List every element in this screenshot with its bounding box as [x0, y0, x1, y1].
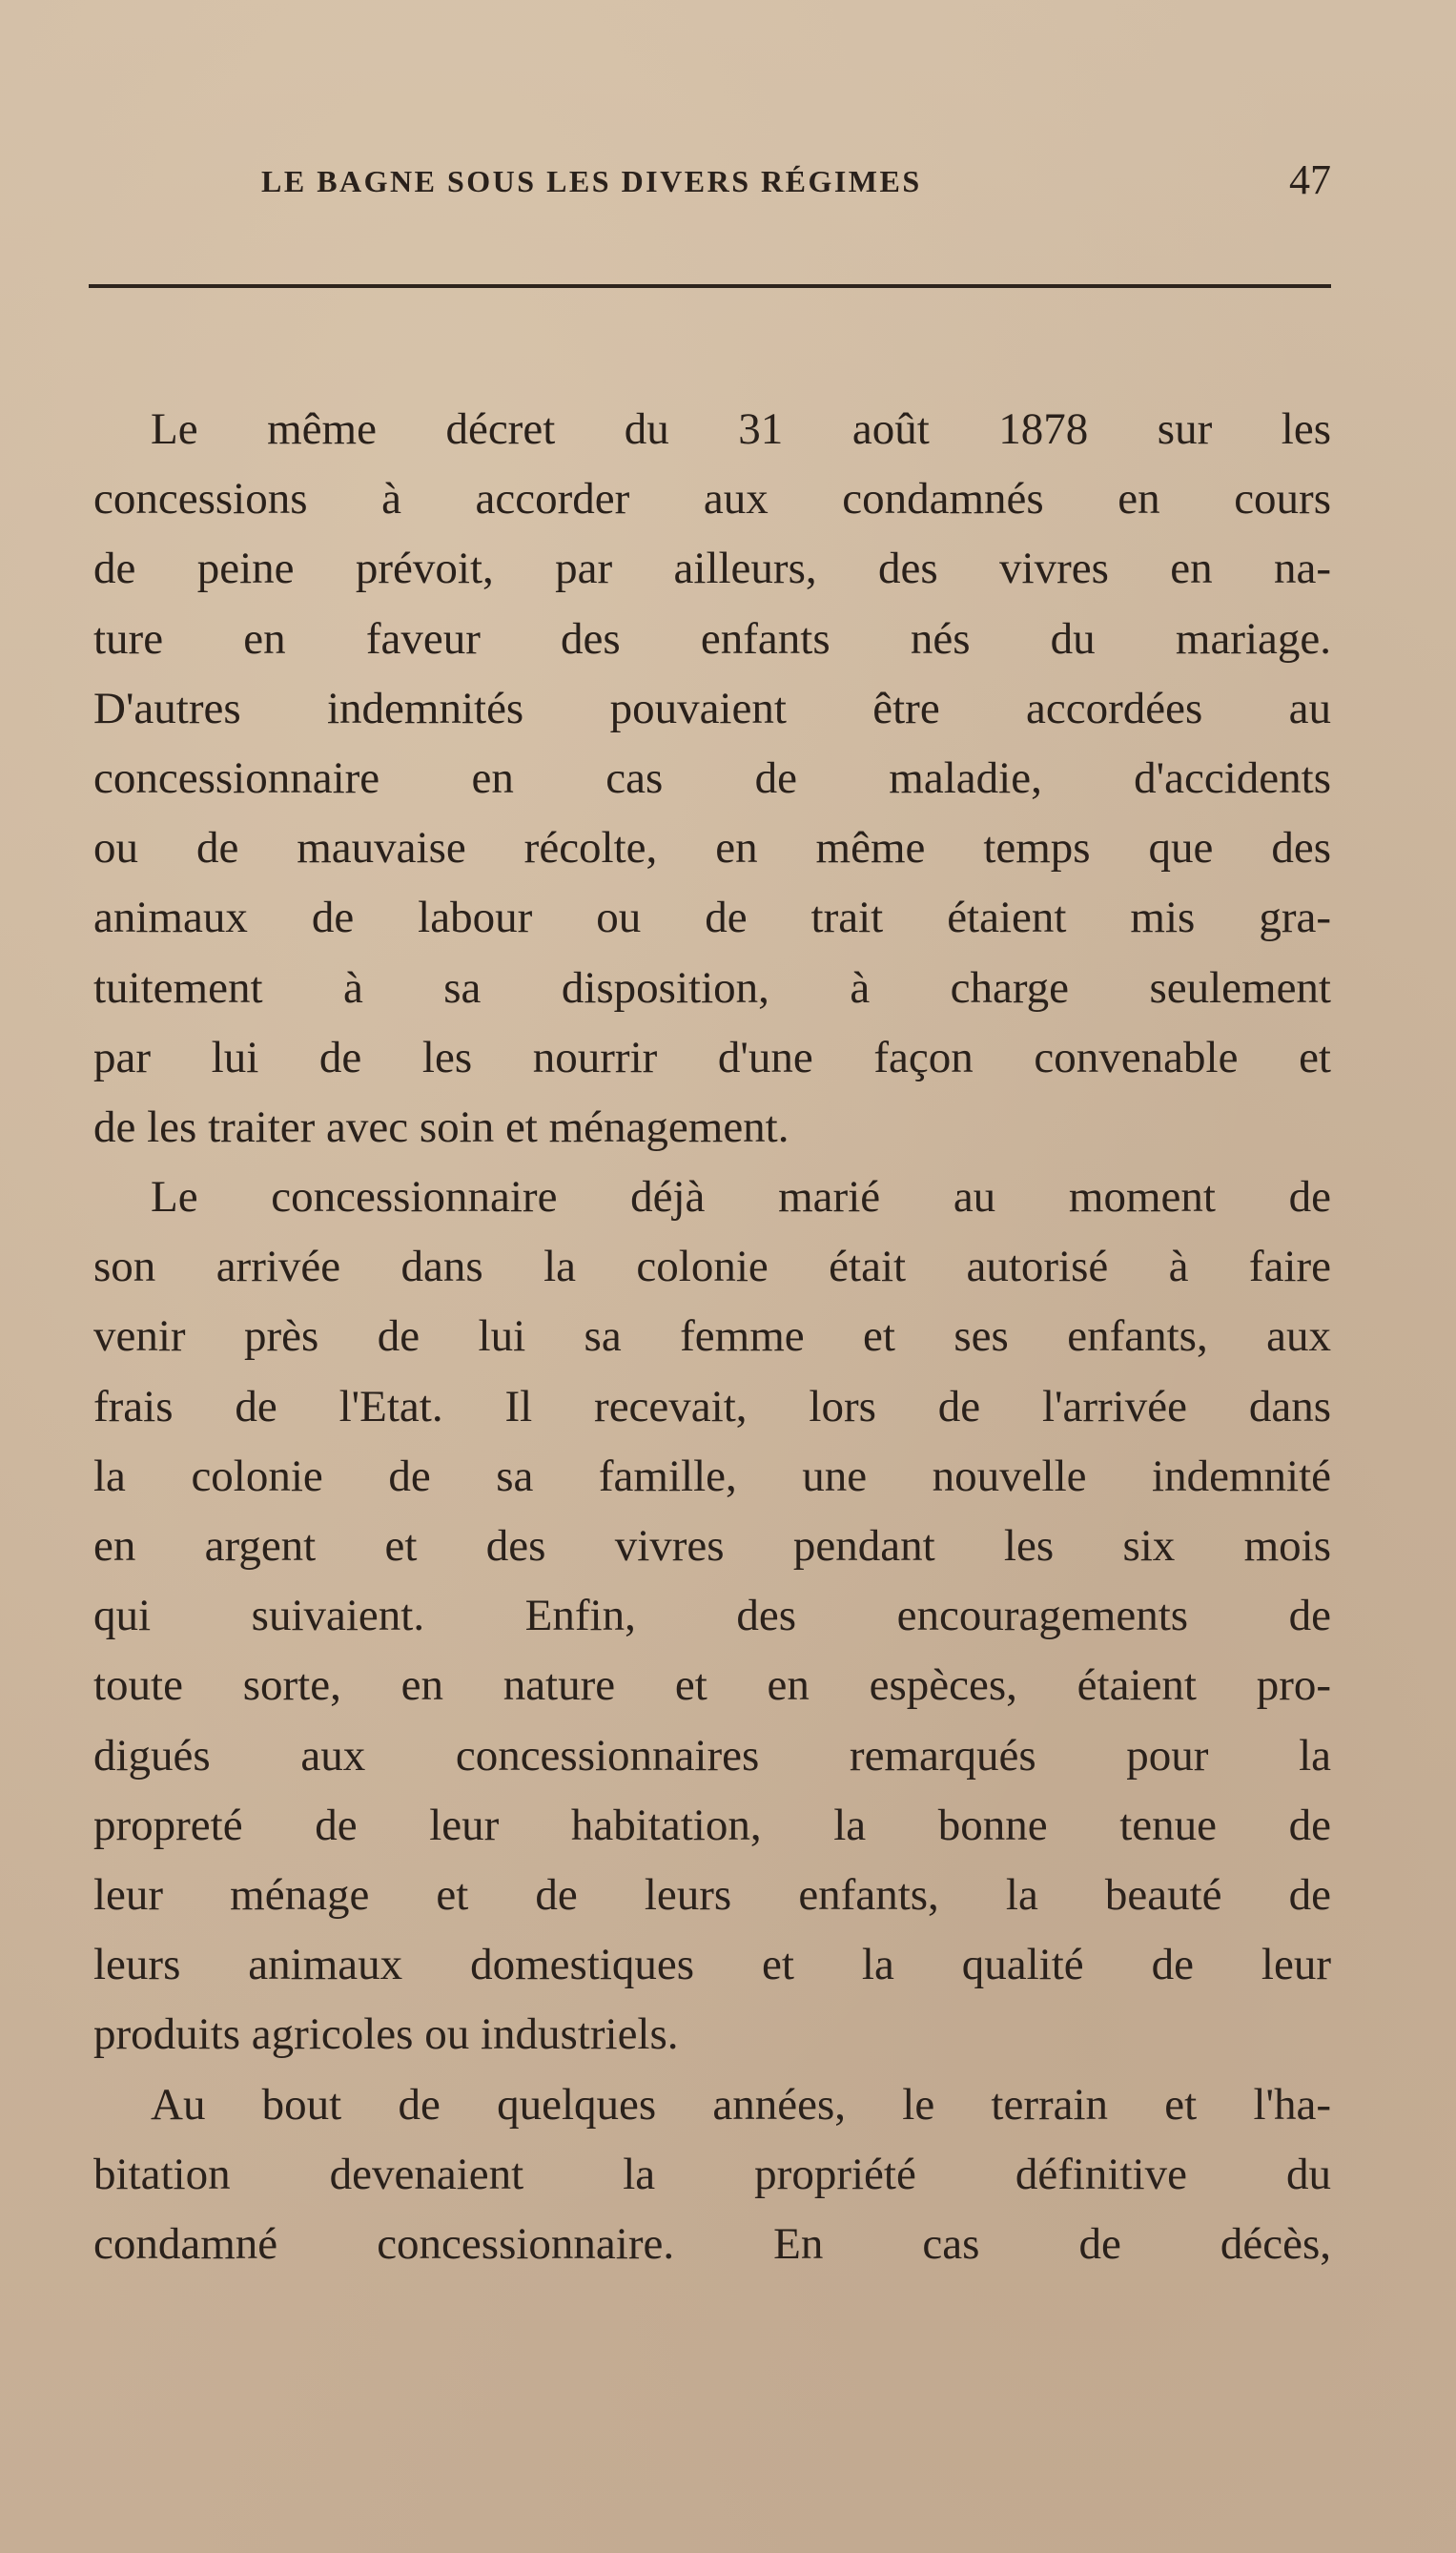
- running-title: LE BAGNE SOUS LES DIVERS RÉGIMES: [261, 164, 922, 198]
- text-line: son arrivée dans la colonie était autorisé à faire: [93, 1242, 1331, 1292]
- text-line: concessionnaire en cas de maladie, d'accidents: [93, 752, 1331, 803]
- text-line: condamné concessionnaire. En cas de décès,: [93, 2218, 1331, 2269]
- text-line: propreté de leur habitation, la bonne tenue de: [93, 1800, 1331, 1850]
- text-line: leurs animaux domestiques et la qualité de leur: [93, 1940, 1331, 1990]
- text-line: Le même décret du 31 août 1878 sur les: [151, 404, 1331, 454]
- text-line: la colonie de sa famille, une nouvelle indemnité: [93, 1451, 1331, 1501]
- text-line: D'autres indemnités pouvaient être accordées au: [93, 683, 1331, 733]
- text-line: en argent et des vivres pendant les six mois: [93, 1521, 1331, 1571]
- text-line: produits agricoles ou industriels.: [93, 2009, 679, 2060]
- text-line: leur ménage et de leurs enfants, la beauté de: [93, 1869, 1331, 1920]
- page-number: 47: [1289, 156, 1331, 203]
- text-line: tuitement à sa disposition, à charge seulement: [93, 962, 1331, 1013]
- text-line: par lui de les nourrir d'une façon convenable et: [93, 1032, 1331, 1082]
- text-line: ou de mauvaise récolte, en même temps que des: [93, 823, 1331, 874]
- text-line: concessions à accorder aux condamnés en cours: [93, 474, 1331, 525]
- text-line: digués aux concessionnaires remarqués pour la: [93, 1730, 1331, 1781]
- text-line: de les traiter avec soin et ménagement.: [93, 1101, 790, 1152]
- header-rule: [89, 284, 1331, 288]
- text-line: Le concessionnaire déjà marié au moment de: [151, 1172, 1331, 1223]
- text-line: ture en faveur des enfants nés du mariage.: [93, 613, 1331, 664]
- text-line: bitation devenaient la propriété définitive du: [93, 2149, 1331, 2199]
- running-head: [93, 156, 1331, 208]
- text-line: animaux de labour ou de trait étaient mis gra-: [93, 893, 1331, 943]
- text-line: toute sorte, en nature et en espèces, étaient pro-: [93, 1660, 1331, 1711]
- text-line: frais de l'Etat. Il recevait, lors de l'arrivée dans: [93, 1381, 1331, 1431]
- text-line: venir près de lui sa femme et ses enfants, aux: [93, 1311, 1331, 1362]
- text-line: de peine prévoit, par ailleurs, des vivres en na-: [93, 544, 1331, 594]
- text-line: Au bout de quelques années, le terrain et l'ha-: [151, 2079, 1331, 2130]
- body-text: [93, 395, 1331, 2279]
- text-line: qui suivaient. Enfin, des encouragements de: [93, 1591, 1331, 1641]
